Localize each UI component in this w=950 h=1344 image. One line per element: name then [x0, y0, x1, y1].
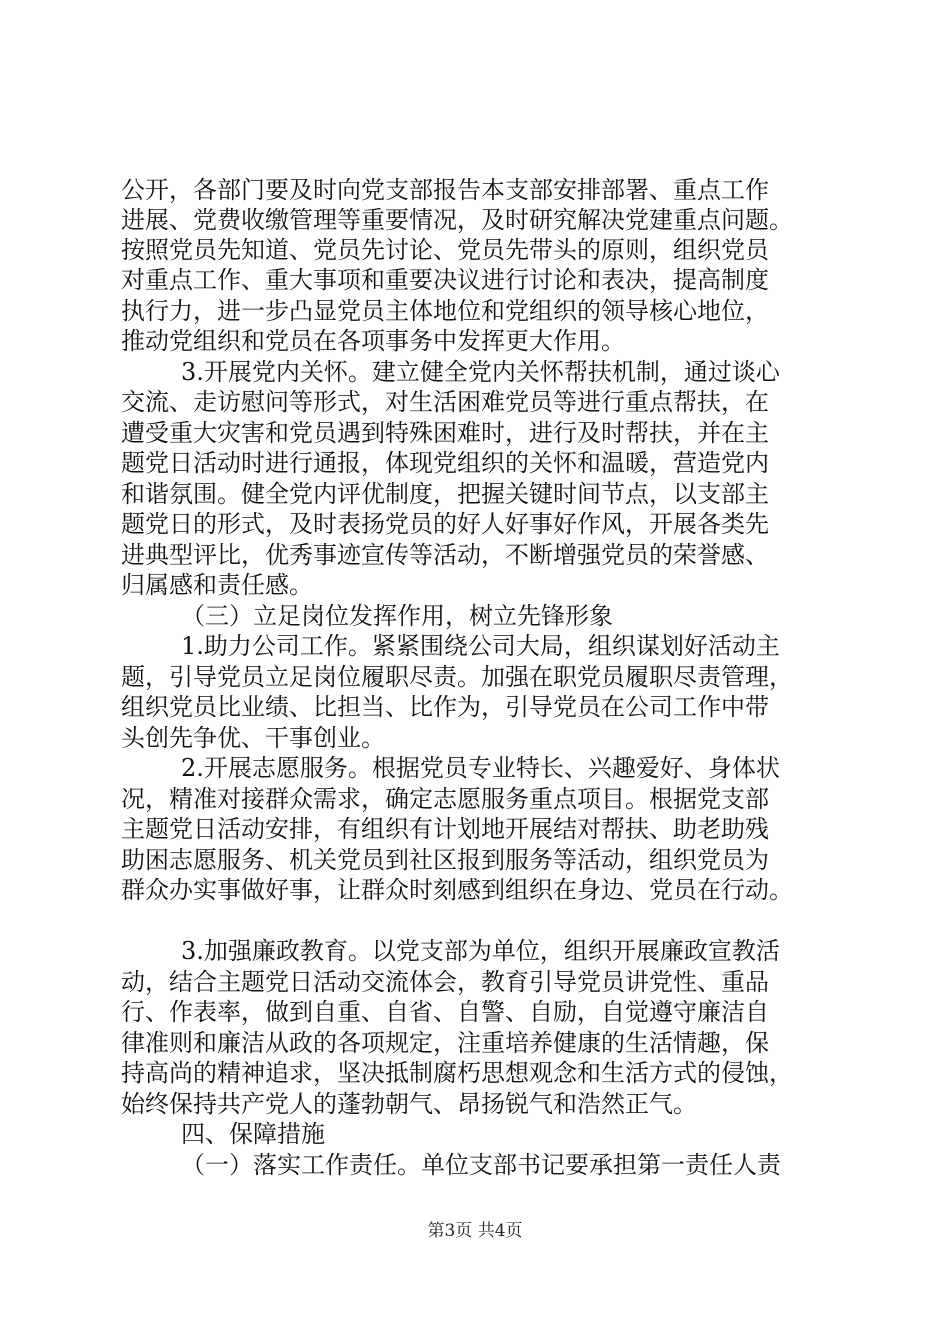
text-line: 推动党组织和党员在各项事务中发挥更大作用。	[121, 327, 625, 355]
text-line: 群众办实事做好事，让群众时刻感到组织在身边、党员在行动。	[121, 876, 793, 904]
text-line: 进典型评比，优秀事迹宣传等活动，不断增强党员的荣誉感、	[121, 541, 769, 569]
section-heading: 四、保障措施	[181, 1120, 325, 1148]
text-line: 主题党日活动安排，有组织有计划地开展结对帮扶、助老助残	[121, 815, 769, 843]
text-line: 头创先争优、干事创业。	[121, 724, 385, 752]
text-line: 交流、走访慰问等形式，对生活困难党员等进行重点帮扶，在	[121, 388, 769, 416]
text-line: 组织党员比业绩、比担当、比作为，引导党员在公司工作中带	[121, 693, 769, 721]
page-number: 第3页 共4页	[427, 1221, 523, 1241]
text-line: 和谐氛围。健全党内评优制度，把握关键时间节点，以支部主	[121, 480, 769, 508]
text-line: 题，引导党员立足岗位履职尽责。加强在职党员履职尽责管理，	[121, 663, 793, 691]
text-line: 对重点工作、重大事项和重要决议进行讨论和表决，提高制度	[121, 266, 769, 294]
text-line: 始终保持共产党人的蓬勃朝气、昂扬锐气和浩然正气。	[121, 1090, 697, 1118]
text-line: （一）落实工作责任。单位支部书记要承担第一责任人责	[181, 1151, 781, 1179]
text-line: 遭受重大灾害和党员遇到特殊困难时，进行及时帮扶，并在主	[121, 419, 769, 447]
text-line: 3.加强廉政教育。以党支部为单位，组织开展廉政宣教活	[181, 937, 780, 965]
text-line: 持高尚的精神追求，坚决抵制腐朽思想观念和生活方式的侵蚀，	[121, 1059, 793, 1087]
text-line: 助困志愿服务、机关党员到社区报到服务等活动，组织党员为	[121, 846, 769, 874]
text-line: 律准则和廉洁从政的各项规定，注重培养健康的生活情趣，保	[121, 1029, 769, 1057]
text-line: 1.助力公司工作。紧紧围绕公司大局，组织谋划好活动主	[181, 632, 780, 660]
text-line: 行、作表率，做到自重、自省、自警、自励，自觉遵守廉洁自	[121, 998, 769, 1026]
text-line: 进展、党费收缴管理等重要情况，及时研究解决党建重点问题。	[121, 206, 793, 234]
section-heading: （三）立足岗位发挥作用，树立先锋形象	[181, 602, 613, 630]
text-line: 公开，各部门要及时向党支部报告本支部安排部署、重点工作	[121, 176, 769, 204]
text-line: 3.开展党内关怀。建立健全党内关怀帮扶机制，通过谈心	[181, 358, 780, 386]
text-line: 题党日活动时进行通报，体现党组织的关怀和温暖，营造党内	[121, 449, 769, 477]
text-line: 动，结合主题党日活动交流体会，教育引导党员讲党性、重品	[121, 968, 769, 996]
text-line: 按照党员先知道、党员先讨论、党员先带头的原则，组织党员	[121, 236, 769, 264]
text-line: 执行力，进一步凸显党员主体地位和党组织的领导核心地位，	[121, 297, 769, 325]
text-line: 况，精准对接群众需求，确定志愿服务重点项目。根据党支部	[121, 785, 769, 813]
text-line: 题党日的形式，及时表扬党员的好人好事好作风，开展各类先	[121, 510, 769, 538]
text-line: 归属感和责任感。	[121, 571, 313, 599]
text-line: 2.开展志愿服务。根据党员专业特长、兴趣爱好、身体状	[181, 754, 780, 782]
